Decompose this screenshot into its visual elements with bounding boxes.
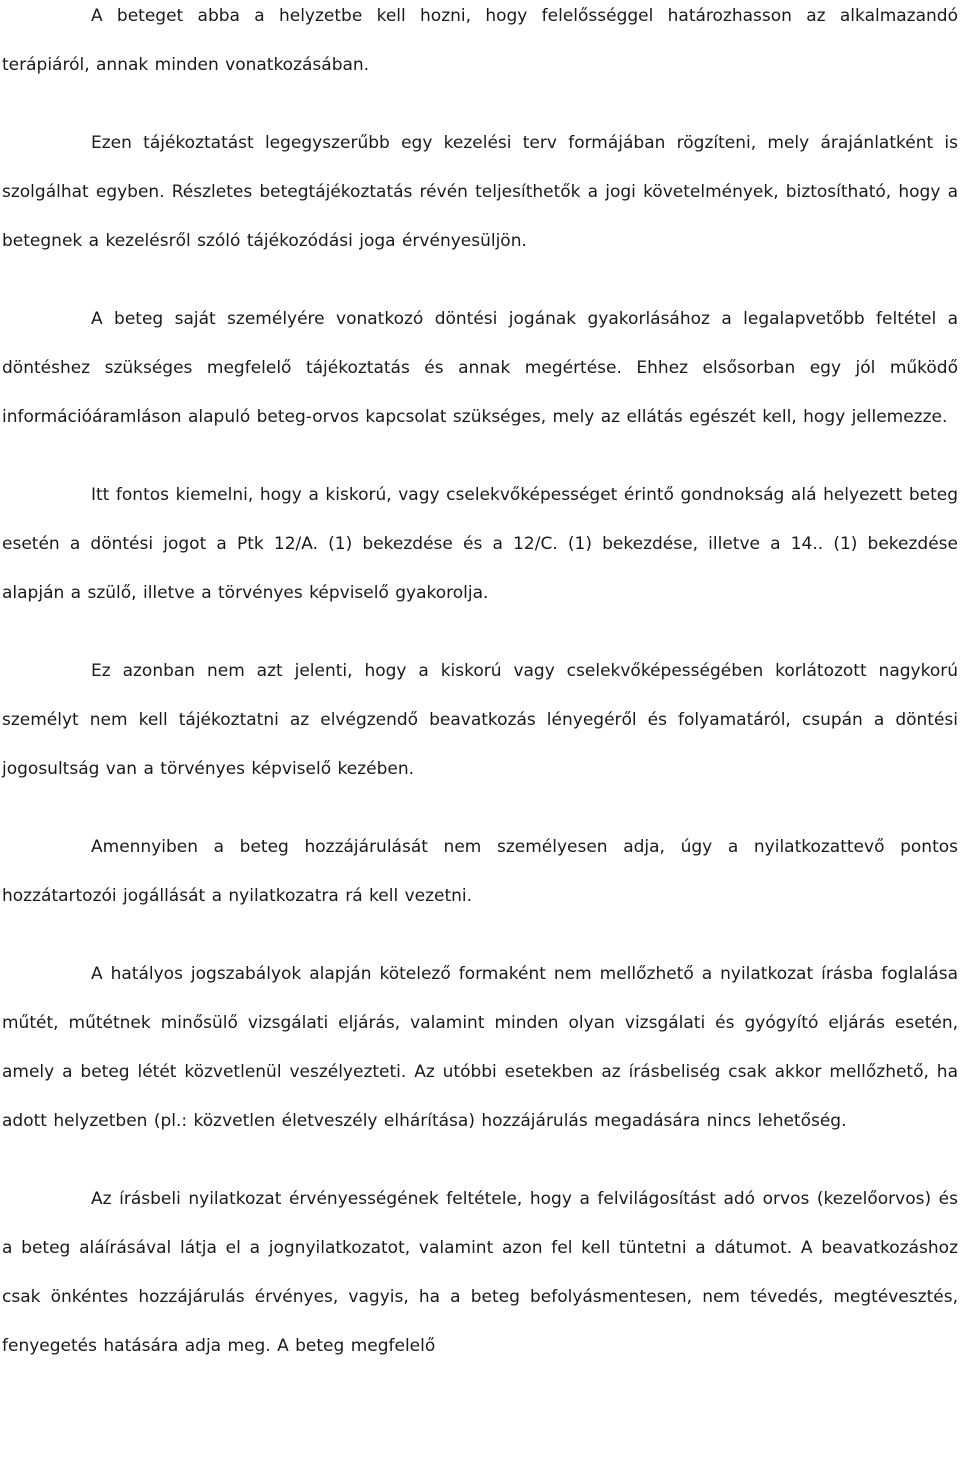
paragraph-2: Ezen tájékoztatást legegyszerűbb egy kezelési terv formájában rögzíteni, mely árajánlatként is szolgálhat egyben. Részletes betegtájékoztatás révén teljesíthetők a jogi követelmények, biztosítható, hogy a betegnek a kezelésről szóló tájékozódási joga érvényesüljön. — [2, 133, 958, 251]
paragraph-8: Az írásbeli nyilatkozat érvényességének feltétele, hogy a felvilágosítást adó orvos (kezelőorvos) és a beteg aláírásával látja el a jognyilatkozatot, valamint azon fel kell tüntetni a dátumot. A beavatkozáshoz csak önkéntes hozzájárulás érvényes, vagyis, ha a beteg befolyásmentesen, nem tévedés, megtévesztés, fenyegetés hatására adja meg. A beteg megfelelő — [2, 1189, 958, 1356]
paragraph-5: Ez azonban nem azt jelenti, hogy a kiskorú vagy cselekvőképességében korlátozott nagykorú személyt nem kell tájékoztatni az elvégzendő beavatkozás lényegéről és folyamatáról, csupán a döntési jogosultság van a törvényes képviselő kezében. — [2, 661, 958, 779]
paragraph-1: A beteget abba a helyzetbe kell hozni, hogy felelősséggel határozhasson az alkalmazandó terápiáról, annak minden vonatkozásában. — [2, 6, 958, 75]
paragraph-3: A beteg saját személyére vonatkozó döntési jogának gyakorlásához a legalapvetőbb feltétel a döntéshez szükséges megfelelő tájékoztatás és annak megértése. Ehhez elsősorban egy jól működő információáramláson alapuló beteg-orvos kapcsolat szükséges, mely az ellátás egészét kell, hogy jellemezze. — [2, 309, 958, 427]
paragraph-4: Itt fontos kiemelni, hogy a kiskorú, vagy cselekvőképességet érintő gondnokság alá helyezett beteg esetén a döntési jogot a Ptk 12/A. (1) bekezdése és a 12/C. (1) bekezdése, illetve a 14.. (1) bekezdése alapján a szülő, illetve a törvényes képviselő gyakorolja. — [2, 485, 958, 603]
paragraph-7: A hatályos jogszabályok alapján kötelező formaként nem mellőzhető a nyilatkozat írásba foglalása műtét, műtétnek minősülő vizsgálati eljárás, valamint minden olyan vizsgálati és gyógyító eljárás esetén, amely a beteg létét közvetlenül veszélyezteti. Az utóbbi esetekben az írásbeliség csak akkor mellőzhető, ha adott helyzetben (pl.: közvetlen életveszély elhárítása) hozzájárulás megadására nincs lehetőség. — [2, 964, 958, 1131]
paragraph-6: Amennyiben a beteg hozzájárulását nem személyesen adja, úgy a nyilatkozattevő pontos hozzátartozói jogállását a nyilatkozatra rá kell vezetni. — [2, 837, 958, 906]
